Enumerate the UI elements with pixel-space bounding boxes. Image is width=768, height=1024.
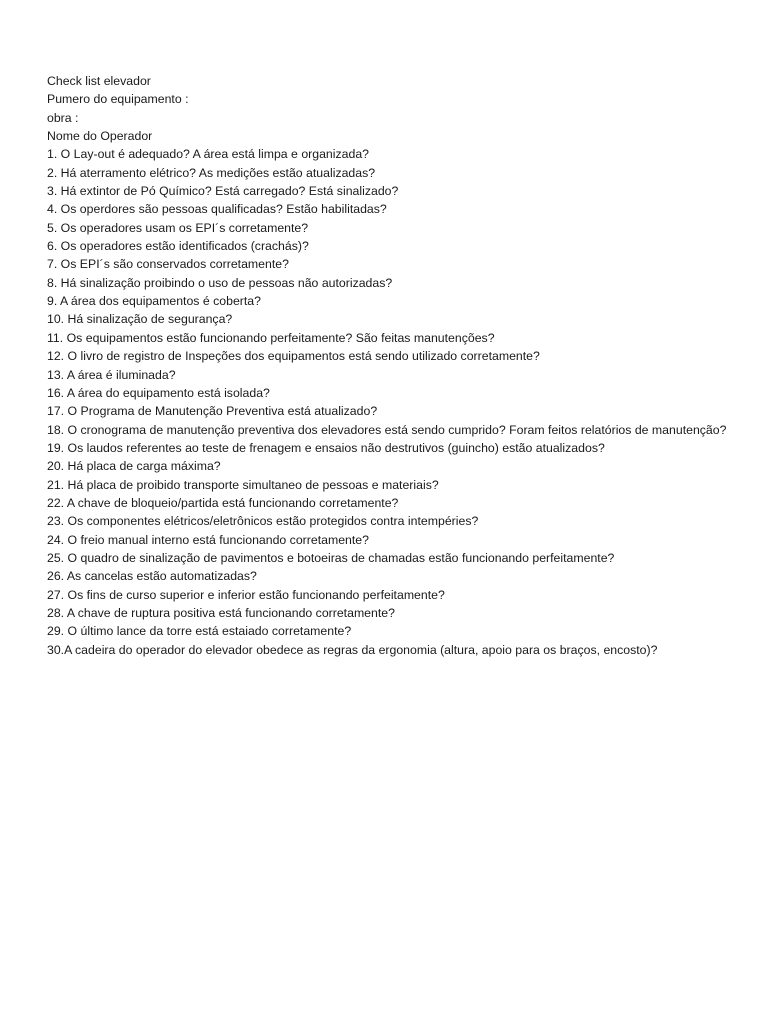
checklist-item: 28. A chave de ruptura positiva está funcionando corretamente? [47,605,395,620]
document-title: Check list elevador [47,74,151,88]
site-field: obra : [47,110,79,125]
checklist-item: 4. Os operdores são pessoas qualificadas? Estão habilitadas? [47,202,387,217]
checklist-item: 16. A área do equipamento está isolada? [47,385,270,400]
checklist-item: 11. Os equipamentos estão funcionando perfeitamente? São feitas manutenções? [47,330,495,345]
checklist-item: 8. Há sinalização proibindo o uso de pessoas não autorizadas? [47,275,393,290]
checklist-item: 3. Há extintor de Pó Químico? Está carregado? Está sinalizado? [47,184,399,199]
checklist-item: 9. A área dos equipamentos é coberta? [47,294,261,309]
checklist-item: 23. Os componentes elétricos/eletrônicos estão protegidos contra intempéries? [47,514,479,529]
checklist-item: 19. Os laudos referentes ao teste de frenagem e ensaios não destrutivos (guincho) estão atualizados? [47,440,605,455]
operator-name-field: Nome do Operador [47,129,153,144]
checklist-document [47,72,762,659]
checklist-item: 24. O freio manual interno está funcionando corretamente? [47,532,369,547]
checklist-item: 27. Os fins de curso superior e inferior estão funcionando perfeitamente? [47,587,445,602]
checklist-item: 2. Há aterramento elétrico? As medições estão atualizadas? [47,165,376,180]
checklist-item: 29. O último lance da torre está estaiado corretamente? [47,624,352,639]
checklist-item: 18. O cronograma de manutenção preventiva dos elevadores está sendo cumprido? Foram feitos relatórios de manutenção? [47,422,727,437]
checklist-item: 6. Os operadores estão identificados (crachás)? [47,239,309,254]
checklist-item: 13. A área é iluminada? [47,367,176,382]
checklist-item: 10. Há sinalização de segurança? [47,312,233,327]
checklist-item: 25. O quadro de sinalização de pavimentos e botoeiras de chamadas estão funcionando perfeitamente? [47,550,615,565]
checklist-item: 12. O livro de registro de Inspeções dos equipamentos está sendo utilizado corretamente? [47,349,540,364]
checklist-item: 17. O Programa de Manutenção Preventiva está atualizado? [47,404,378,419]
equipment-number-field: Pumero do equipamento : [47,92,189,107]
checklist-item: 5. Os operadores usam os EPI´s corretamente? [47,220,309,235]
checklist-item: 30.A cadeira do operador do elevador obedece as regras da ergonomia (altura, apoio para os braços, encosto)? [47,642,658,657]
checklist-item: 7. Os EPI´s são conservados corretamente? [47,257,289,272]
checklist-item: 20. Há placa de carga máxima? [47,459,221,474]
checklist-item: 1. O Lay-out é adequado? A área está limpa e organizada? [47,147,370,162]
checklist-item: 21. Há placa de proibido transporte simultaneo de pessoas e materiais? [47,477,439,492]
checklist-item: 26. As cancelas estão automatizadas? [47,569,257,584]
checklist-item: 22. A chave de bloqueio/partida está funcionando corretamente? [47,495,399,510]
